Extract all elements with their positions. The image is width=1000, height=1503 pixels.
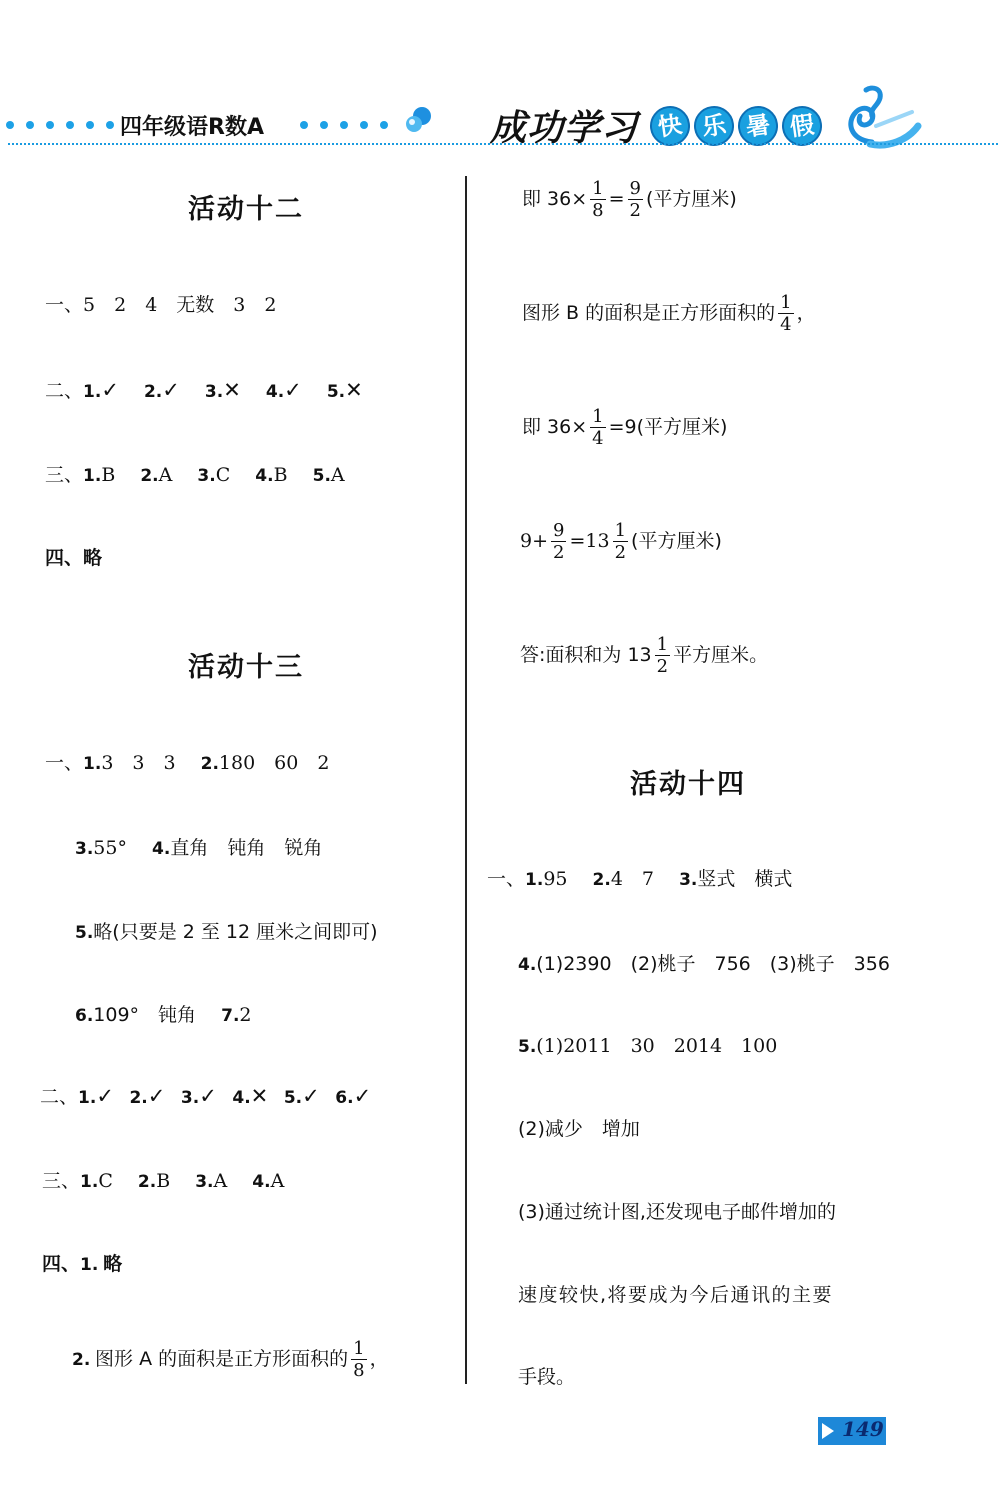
cross-mark: ✕ <box>250 1084 269 1108</box>
brand-title: 成功学习 <box>490 108 639 149</box>
answer-line <box>522 294 816 334</box>
item-number: 4. <box>232 1088 251 1108</box>
check-mark: ✓ <box>162 378 180 402</box>
fraction-denominator: 8 <box>592 200 604 221</box>
item-number: 2. <box>72 1350 91 1370</box>
answer-line <box>522 408 727 448</box>
item-number: 1. <box>78 1088 97 1108</box>
fraction <box>590 408 605 448</box>
section-title-13: 活动十三 <box>188 652 304 683</box>
answer-value: A <box>270 1170 285 1192</box>
part-prefix: 一、 <box>45 294 84 316</box>
answer-line <box>487 864 792 891</box>
fraction-numerator: 1 <box>614 520 627 541</box>
item-number: 2. <box>200 754 219 774</box>
play-arrow-icon <box>822 1423 834 1439</box>
answer-line <box>45 290 276 317</box>
answer-text: 180 60 2 <box>218 752 330 774</box>
fraction <box>613 522 628 562</box>
fraction-denominator: 4 <box>592 428 604 449</box>
cross-mark: ✕ <box>345 378 363 402</box>
answer-value: C <box>98 1170 113 1192</box>
column-divider <box>465 176 467 1384</box>
answer-line: (3)通过统计图,还发现电子邮件增加的 <box>518 1201 836 1223</box>
check-mark: ✓ <box>199 1084 217 1108</box>
part-prefix: 三、 <box>42 1170 81 1192</box>
item-number: 2. <box>137 1172 157 1192</box>
item-number: 1. <box>83 754 102 774</box>
badge-char: 暑 <box>735 103 780 148</box>
check-mark: ✓ <box>101 378 119 402</box>
item-number: 2. <box>592 870 611 890</box>
fraction-denominator: 2 <box>656 656 669 677</box>
fraction-denominator: 2 <box>614 542 627 563</box>
answer-line <box>75 833 322 860</box>
answer-text: 平方厘米。 <box>673 644 769 666</box>
item-number: 3. <box>197 466 216 486</box>
answer-text: 95 <box>543 868 568 890</box>
part-prefix: 二、 <box>40 1086 79 1108</box>
answer-line <box>42 1166 284 1193</box>
part-prefix: 三、 <box>45 464 84 486</box>
answer-line <box>75 917 378 944</box>
header-rule <box>8 143 998 145</box>
header-dots-middle <box>300 121 388 131</box>
answer-text: 即 36× <box>522 416 588 438</box>
cross-mark: ✕ <box>223 378 241 402</box>
answer-text: 109° 钝角 <box>93 1004 197 1026</box>
answer-text: =13 <box>569 530 610 552</box>
answer-line: 速度较快,将要成为今后通讯的主要 <box>518 1284 834 1306</box>
answer-text: 5 2 4 无数 3 2 <box>83 294 277 316</box>
answer-text: 竖式 横式 <box>697 868 793 890</box>
item-number: 3. <box>195 1172 214 1192</box>
answer-line <box>45 748 329 775</box>
item-number: 5. <box>326 382 346 402</box>
fraction-denominator: 4 <box>780 314 792 335</box>
item-number: 1. <box>80 1172 99 1192</box>
answer-line <box>518 1031 777 1058</box>
answer-line: 四、略 <box>45 547 103 569</box>
fraction <box>628 180 643 220</box>
part-prefix: 一、 <box>45 752 84 774</box>
item-number: 5. <box>283 1088 303 1108</box>
section-title-12: 活动十二 <box>188 194 304 225</box>
answer-value: A <box>330 464 345 486</box>
item-number: 6. <box>335 1088 354 1108</box>
item-number: 4. <box>518 955 537 975</box>
answer-text: 图形 B 的面积是正方形面积的 <box>522 302 776 324</box>
answer-line <box>522 180 737 220</box>
answer-line <box>45 460 345 487</box>
answer-value: A <box>213 1170 228 1192</box>
badge-char: 乐 <box>691 103 736 148</box>
header-dots-left <box>6 121 114 131</box>
item-number: 2. <box>129 1088 148 1108</box>
equals-sign: = <box>608 188 625 210</box>
check-mark: ✓ <box>302 1084 320 1108</box>
punctuation: ， <box>369 1348 389 1370</box>
answer-value: B <box>101 464 116 486</box>
fraction-numerator: 1 <box>780 292 792 313</box>
answer-line: (2)减少 增加 <box>518 1118 640 1140</box>
item-number: 1. <box>80 1255 99 1275</box>
fraction-numerator: 1 <box>592 178 604 199</box>
fraction-numerator: 9 <box>553 520 565 541</box>
answer-text: 4 7 <box>610 868 655 890</box>
item-number: 4. <box>265 382 285 402</box>
answer-value: B <box>156 1170 171 1192</box>
answer-line <box>72 1340 389 1380</box>
part-prefix: 二、 <box>45 380 84 402</box>
item-number: 5. <box>312 466 331 486</box>
answer-text: 图形 A 的面积是正方形面积的 <box>95 1348 349 1370</box>
answer-line <box>75 1000 252 1027</box>
item-number: 3. <box>180 1088 200 1108</box>
answer-text: 55° <box>93 837 127 859</box>
item-number: 1. <box>83 382 102 402</box>
answer-text: 略(只要是 2 至 12 厘米之间即可) <box>93 921 378 943</box>
answer-text: 2 <box>239 1004 252 1026</box>
check-mark: ✓ <box>353 1084 372 1108</box>
badge-char: 假 <box>779 103 824 148</box>
answer-line <box>42 1249 122 1276</box>
answer-line <box>520 636 768 676</box>
item-number: 5. <box>75 923 94 943</box>
fraction-numerator: 9 <box>629 178 641 199</box>
punctuation: ， <box>796 302 816 324</box>
fraction-denominator: 8 <box>353 1360 365 1381</box>
answer-value: A <box>158 464 173 486</box>
answer-line <box>520 522 722 562</box>
answer-line <box>40 1082 371 1109</box>
fraction-denominator: 2 <box>629 200 641 221</box>
item-number: 2. <box>143 382 163 402</box>
answer-text: (1)2390 (2)桃子 756 (3)桃子 356 <box>536 953 890 975</box>
answer-text: (平方厘米) <box>645 188 737 210</box>
answer-value: C <box>215 464 231 486</box>
item-number: 4. <box>152 839 171 859</box>
item-number: 3. <box>75 839 94 859</box>
answer-text: (1)2011 30 2014 100 <box>536 1035 778 1057</box>
ball-icon <box>402 104 434 136</box>
item-number: 2. <box>140 466 159 486</box>
header-grade: 四年级语R数A <box>120 115 264 140</box>
part-prefix: 一、 <box>487 868 526 890</box>
section-title-14: 活动十四 <box>630 769 746 800</box>
fraction <box>590 180 605 220</box>
fraction <box>655 636 670 676</box>
answer-text: =9(平方厘米) <box>608 416 728 438</box>
item-number: 4. <box>252 1172 271 1192</box>
item-number: 1. <box>525 870 544 890</box>
item-number: 5. <box>518 1037 537 1057</box>
answer-line <box>518 949 890 976</box>
item-number: 7. <box>221 1006 240 1026</box>
answer-text: 略 <box>103 1253 123 1275</box>
header-badge <box>650 106 822 146</box>
answer-text: 直角 钝角 锐角 <box>170 837 323 859</box>
answer-line <box>45 376 363 403</box>
item-number: 6. <box>75 1006 94 1026</box>
page-number: 149 <box>842 1417 884 1441</box>
answer-text: 9+ <box>520 530 549 552</box>
fraction <box>551 522 566 562</box>
answer-text: 3 3 3 <box>101 752 176 774</box>
badge-char: 快 <box>647 103 692 148</box>
answer-line: 手段。 <box>518 1366 576 1388</box>
fraction-numerator: 1 <box>353 1338 365 1359</box>
check-mark: ✓ <box>96 1084 114 1108</box>
item-number: 3. <box>204 382 224 402</box>
fraction-numerator: 1 <box>592 406 604 427</box>
fraction <box>351 1340 366 1380</box>
item-number: 1. <box>83 466 102 486</box>
answer-value: B <box>273 464 288 486</box>
fraction-numerator: 1 <box>656 634 669 655</box>
item-number: 3. <box>679 870 698 890</box>
check-mark: ✓ <box>284 378 302 402</box>
answer-text: 答:面积和为 13 <box>520 644 652 666</box>
item-number: 4. <box>255 466 274 486</box>
answer-text: 即 36× <box>522 188 588 210</box>
check-mark: ✓ <box>147 1084 166 1108</box>
fraction <box>778 294 793 334</box>
answer-text: (平方厘米) <box>631 530 722 552</box>
fraction-denominator: 2 <box>553 542 565 563</box>
part-prefix: 四、 <box>42 1253 81 1275</box>
